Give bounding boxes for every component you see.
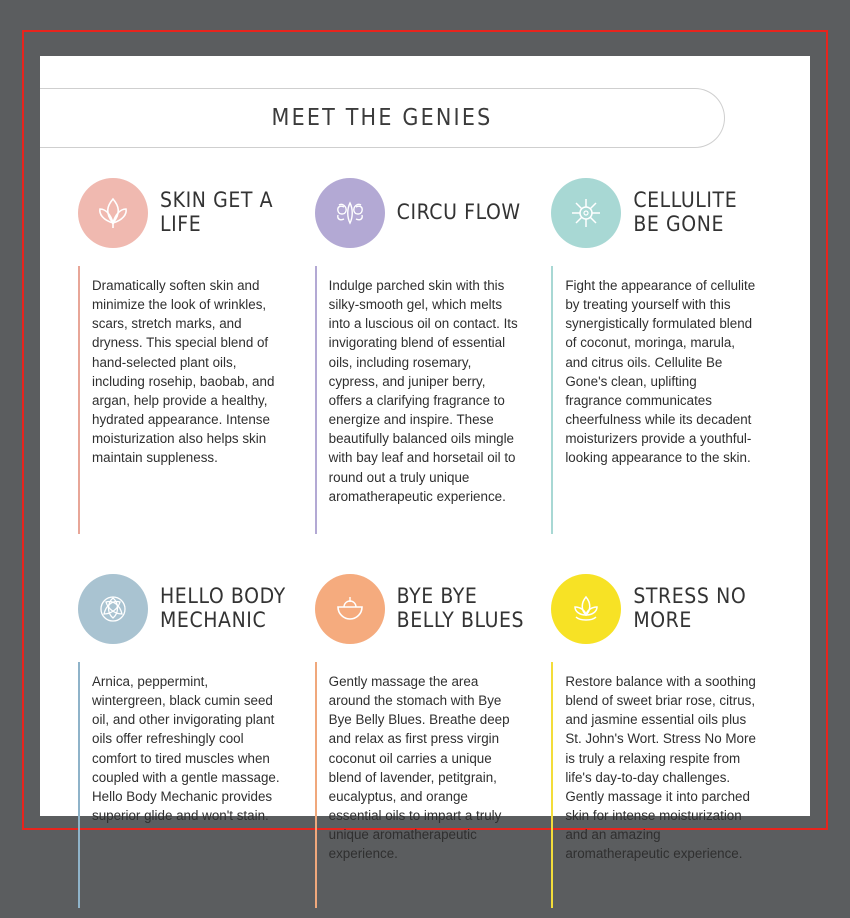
swirl-spiral-icon [330, 193, 370, 233]
product-description: Indulge parched skin with this silky-smooth gel, which melts into a luscious oil on contact. Its invigorating blend of essential oils, including rosemary, cypress, and juniper berry, offers a clarifying fragrance to energize and inspire. These beautifully balanced oils mingle with bay leaf and horsetail oil to round out a truly unique aromatherapeutic experience. [315, 266, 530, 534]
product-name: STRESS NO MORE [633, 584, 747, 632]
product-cell-stress-no-more [551, 544, 788, 918]
product-description: Arnica, peppermint, wintergreen, black cumin seed oil, and other invigorating plant oils offer refreshingly cool comfort to tired muscles when coupled with a gentle massage. Hello Body Mechanic provides superior glide and won't stain. [78, 662, 293, 908]
triquetra-knot-icon [93, 589, 133, 629]
product-header [551, 570, 766, 648]
product-description: Gently massage the area around the stomach with Bye Bye Belly Blues. Breathe deep and relax as first press virgin coconut oil carries a unique blend of lavender, petitgrain, eucalyptus, and orange essential oils to impart a truly unique aromatherapeutic experience. [315, 662, 530, 908]
product-header [78, 174, 293, 252]
header-banner [40, 88, 725, 148]
product-badge [315, 178, 385, 248]
product-badge [78, 178, 148, 248]
product-name: CIRCU FLOW [396, 200, 521, 225]
product-header [315, 174, 530, 252]
flower-petal-icon [93, 193, 133, 233]
product-cell-bye-bye-belly-blues [315, 544, 552, 918]
crescent-bowl-icon [330, 589, 370, 629]
product-header [551, 174, 766, 252]
product-description: Dramatically soften skin and minimize the look of wrinkles, scars, stretch marks, and dryness. This special blend of hand-selected plant oils, including rosehip, baobab, and argan, help provide a healthy, hydrated appearance. Intense moisturization also helps skin maintain suppleness. [78, 266, 293, 534]
product-badge [551, 178, 621, 248]
product-cell-hello-body-mechanic [78, 544, 315, 918]
product-name: HELLO BODY MECHANIC [160, 584, 286, 632]
product-name: SKIN GET A LIFE [160, 188, 274, 236]
product-card [40, 56, 810, 862]
product-header [315, 570, 530, 648]
product-cell-skin-get-a-life [78, 148, 315, 544]
lotus-flame-icon [566, 589, 606, 629]
product-badge [78, 574, 148, 644]
product-grid [40, 148, 810, 918]
page-title: MEET THE GENIES [271, 105, 493, 131]
product-cell-cellulite-be-gone [551, 148, 788, 544]
sun-burst-icon [566, 193, 606, 233]
product-description: Fight the appearance of cellulite by treating yourself with this synergistically formulated blend of coconut, moringa, marula, and citrus oils. Cellulite Be Gone's clean, uplifting fragrance communicates cheerfulness while its decadent moisturizers provide a youthful-looking appearance to the skin. [551, 266, 766, 534]
product-name: CELLULITE BE GONE [633, 188, 738, 236]
product-name: BYE BYE BELLY BLUES [396, 584, 525, 632]
product-cell-circu-flow [315, 148, 552, 544]
product-description: Restore balance with a soothing blend of sweet briar rose, citrus, and jasmine essential oils plus St. John's Wort. Stress No More is truly a relaxing respite from life's day-to-day challenges. Gently massage it into parched skin for intense moisturization and an amazing aromatherapeutic experience. [551, 662, 766, 908]
product-header [78, 570, 293, 648]
product-badge [551, 574, 621, 644]
product-badge [315, 574, 385, 644]
